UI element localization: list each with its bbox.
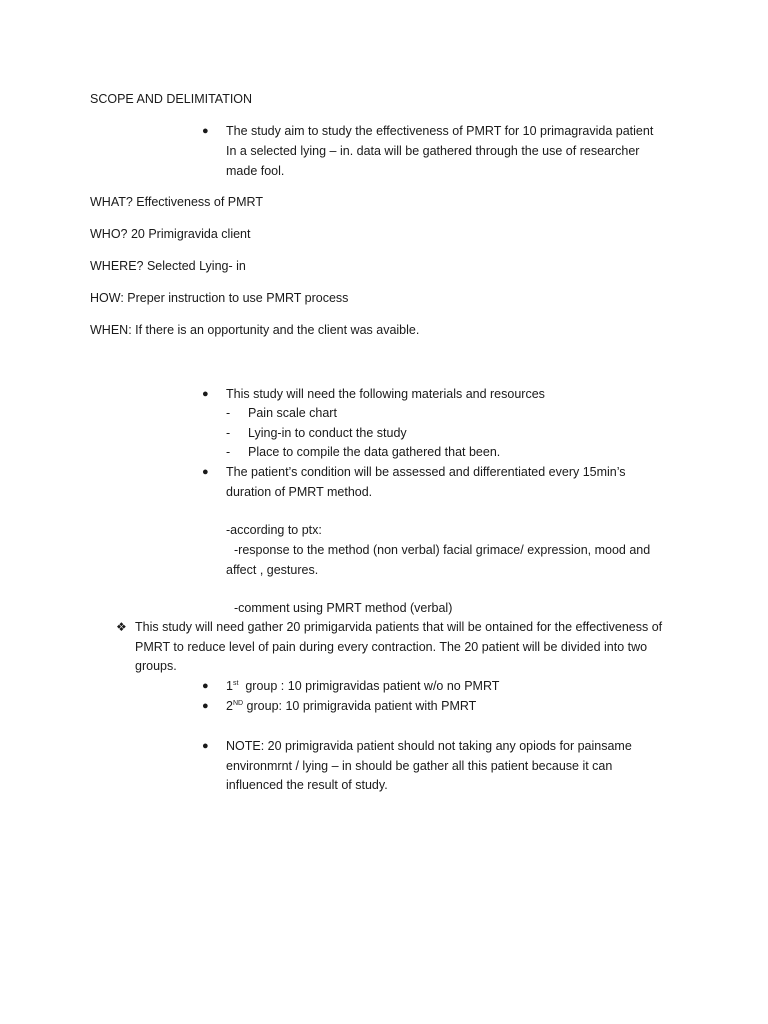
- note-line-3: influenced the result of study.: [226, 778, 388, 792]
- bullet-icon: ●: [202, 125, 209, 137]
- ptx-nonverbal-line-1: -response to the method (non verbal) facial grimace/ expression, mood and: [234, 543, 651, 557]
- gather-line-2: PMRT to reduce level of pain during every contraction. The 20 patient will be divided into two: [135, 640, 648, 654]
- materials-item: Pain scale chart: [248, 406, 337, 420]
- group-number: 1: [226, 679, 233, 693]
- aim-line-3: made fool.: [226, 164, 285, 178]
- where-line: WHERE? Selected Lying- in: [90, 259, 246, 273]
- ptx-label: -according to ptx:: [226, 523, 322, 537]
- assessment-line-1: The patient’s condition will be assessed and differentiated every 15min’s: [226, 465, 626, 479]
- ptx-nonverbal-line-2: affect , gestures.: [226, 563, 319, 577]
- when-line: WHEN: If there is an opportunity and the client was avaible.: [90, 323, 420, 337]
- section-heading: SCOPE AND DELIMITATION: [90, 92, 253, 106]
- diamond-bullet-icon: ❖: [116, 620, 127, 634]
- ptx-verbal-line: -comment using PMRT method (verbal): [234, 601, 453, 615]
- group-ordinal: ND: [232, 700, 244, 707]
- assessment-line-2: duration of PMRT method.: [226, 485, 373, 499]
- group-text: group: 10 primigravida patient with PMRT: [243, 699, 477, 713]
- group-2-line: [226, 698, 476, 714]
- aim-line-2: In a selected lying – in. data will be gathered through the use of researcher: [226, 144, 640, 158]
- group-number: 2: [226, 699, 233, 713]
- how-line: HOW: Preper instruction to use PMRT process: [90, 291, 349, 305]
- dash-marker: -: [226, 406, 231, 420]
- group-1-line: [226, 678, 499, 694]
- what-line: WHAT? Effectiveness of PMRT: [90, 195, 263, 209]
- materials-intro: This study will need the following materials and resources: [226, 387, 545, 401]
- materials-item: Place to compile the data gathered that been.: [248, 445, 501, 459]
- gather-line-3: groups.: [135, 659, 177, 673]
- bullet-icon: ●: [202, 700, 209, 712]
- bullet-icon: ●: [202, 388, 209, 400]
- aim-line-1: The study aim to study the effectiveness of PMRT for 10 primagravida patient: [226, 124, 654, 138]
- bullet-icon: ●: [202, 466, 209, 478]
- dash-marker: -: [226, 426, 231, 440]
- dash-marker: -: [226, 445, 231, 459]
- note-line-2: environmrnt / lying – in should be gather all this patient because it can: [226, 759, 613, 773]
- gather-line-1: This study will need gather 20 primigarvida patients that will be ontained for the effectiveness of: [135, 620, 663, 634]
- bullet-icon: ●: [202, 740, 209, 752]
- who-line: WHO? 20 Primigravida client: [90, 227, 251, 241]
- materials-item: Lying-in to conduct the study: [248, 426, 407, 440]
- group-ordinal: st: [232, 680, 239, 687]
- group-text: group : 10 primigravidas patient w/o no PMRT: [238, 679, 500, 693]
- note-line-1: NOTE: 20 primigravida patient should not taking any opiods for painsame: [226, 739, 632, 753]
- bullet-icon: ●: [202, 680, 209, 692]
